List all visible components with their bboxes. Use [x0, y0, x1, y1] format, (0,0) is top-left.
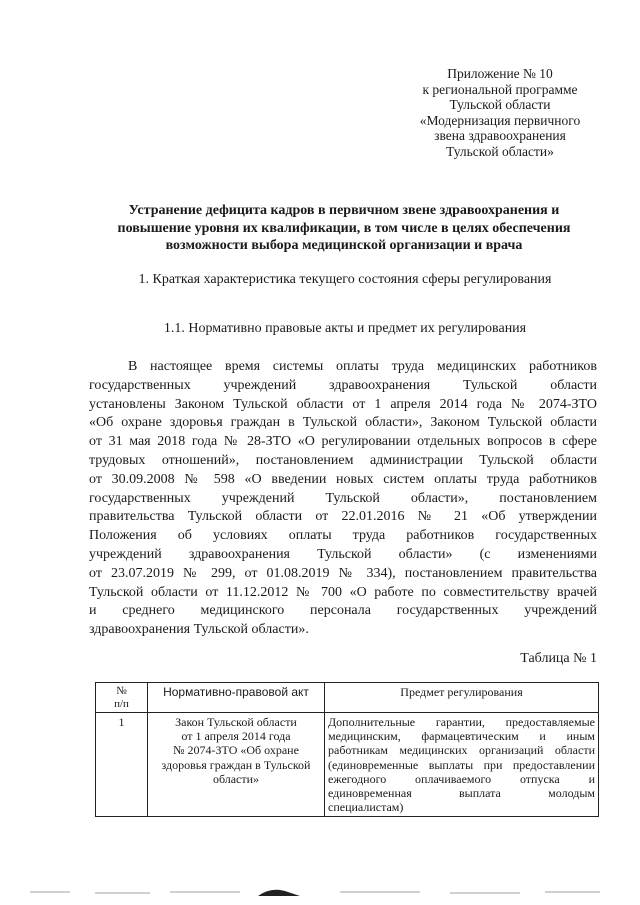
header-num-line: №: [116, 685, 127, 697]
cell-line: Дополнительные гарантии, предоставляемые: [328, 715, 595, 729]
cell-line: от 1 апреля 2014 года: [181, 729, 291, 744]
paragraph-line: от 30.09.2008 № 598 «О введении новых систем оплаты труда работников: [89, 471, 597, 487]
cell-line: здоровья граждан в Тульской: [161, 757, 311, 772]
cell-num: 1: [96, 713, 148, 817]
paragraph-line: учреждений здравоохранения Тульской области» (с изменениями: [89, 546, 597, 562]
paragraph-line: Тульской области от 11.12.2012 № 700 «О работе по совместительству врачей: [89, 584, 597, 600]
paragraph-line: и среднего медицинского персонала государственных учреждений: [89, 603, 597, 619]
paragraph-line: «Об охране здоровья граждан в Тульской области», Законом Тульской области: [89, 415, 597, 431]
regulations-table: [95, 682, 599, 817]
header-act: Нормативно-правовой акт: [148, 683, 325, 713]
appendix-line: Приложение № 10: [447, 66, 553, 81]
table-caption: Таблица № 1: [520, 651, 597, 666]
paragraph-line: Положения об условиях оплаты труда работников государственных: [89, 528, 597, 544]
cell-line: единовременная выплата молодым: [328, 786, 595, 801]
body-paragraph: [89, 358, 597, 640]
paragraph-line: от 31 мая 2018 года № 28-ЗТО «О регулировании отдельных вопросов в сфере: [89, 434, 597, 450]
cell-line: № 2074-ЗТО «Об охране: [173, 743, 299, 758]
cell-subject: [325, 713, 599, 817]
appendix-line: к региональной программе: [422, 81, 578, 97]
title-line: возможности выбора медицинской организации и врача: [165, 238, 523, 253]
header-num-line: п/п: [114, 697, 129, 710]
cell-line: ежегодного оплачиваемого отпуска и: [328, 771, 595, 786]
section-heading: 1. Краткая характеристика текущего состояния сферы регулирования: [138, 272, 552, 287]
title-line: повышение уровня их квалификации, в том числе в целях обеспечения: [117, 220, 571, 236]
cell-line: области»: [212, 771, 260, 786]
header-num: [96, 683, 148, 713]
cell-line: работникам медицинских организаций области: [328, 743, 595, 758]
table-row: [96, 713, 599, 817]
paragraph-line: установлены Законом Тульской области от 1 апреля 2014 года № 2074-ЗТО: [89, 396, 597, 412]
header-subject: Предмет регулирования: [325, 683, 599, 713]
appendix-line: звена здравоохранения: [434, 128, 566, 143]
paragraph-line: правительства Тульской области от 22.01.2016 № 21 «Об утверждении: [89, 509, 597, 525]
cell-line: Закон Тульской области: [175, 715, 297, 729]
paragraph-line: трудовых отношений», постановлением администрации Тульской области: [89, 452, 597, 468]
appendix-line: Тульской области»: [446, 143, 554, 159]
paragraph-line: государственных учреждений Тульской области», постановлением: [89, 490, 597, 506]
cell-line: медицинским, фармацевтическим и иным: [328, 729, 595, 744]
title-line: Устранение дефицита кадров в первичном звене здравоохранения и: [128, 203, 560, 218]
paragraph-line: государственных учреждений здравоохранения Тульской области: [89, 377, 597, 393]
cell-act: [148, 713, 325, 817]
paragraph-line: от 23.07.2019 № 299, от 01.08.2019 № 334), постановлением правительства: [89, 565, 597, 581]
cell-line: специалистам): [328, 800, 404, 815]
cell-line: (единовременные выплаты при предоставлении: [328, 757, 595, 772]
paragraph-line: В настоящее время системы оплаты труда медицинских работников: [128, 359, 597, 374]
appendix-line: Тульской области: [449, 97, 551, 112]
document-title: [88, 202, 600, 255]
appendix-header: [404, 66, 596, 159]
table-header-row: [96, 683, 599, 713]
paragraph-line: здравоохранения Тульской области».: [89, 622, 309, 638]
appendix-line: «Модернизация первичного: [419, 112, 581, 128]
scan-edge-artifact: [0, 886, 640, 898]
subsection-heading: 1.1. Нормативно правовые акты и предмет их регулирования: [163, 321, 527, 336]
